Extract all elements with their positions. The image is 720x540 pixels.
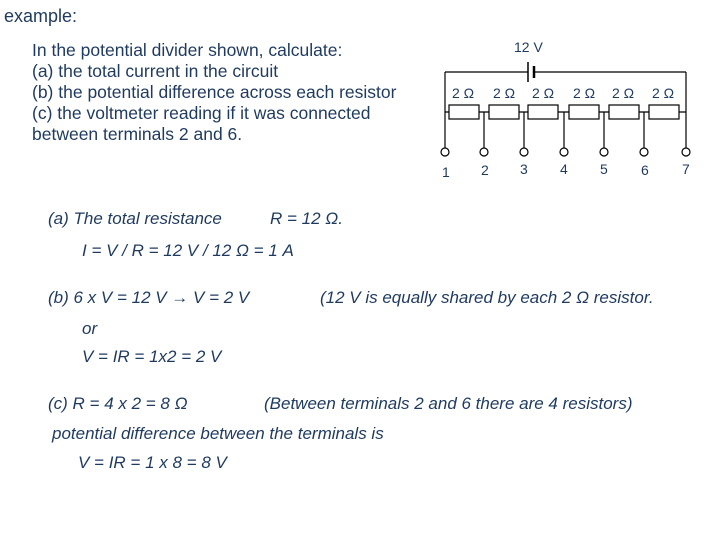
answer-c-result: V = IR = 1 x 8 = 8 V	[78, 453, 227, 472]
terminal-2	[480, 148, 488, 156]
resistor-6	[649, 105, 679, 119]
resistor-label: 2 Ω	[573, 85, 596, 101]
resistor-1	[449, 105, 479, 119]
resistor-label: 2 Ω	[452, 85, 475, 101]
answer-b-or: or	[82, 319, 98, 338]
terminal-label: 5	[600, 161, 608, 177]
terminal-3	[520, 148, 528, 156]
resistor-2	[489, 105, 519, 119]
answer-b-equation: (b) 6 x V = 12 V → V = 2 V	[48, 288, 250, 307]
answer-c-equation: (c) R = 4 x 2 = 8 Ω	[48, 394, 188, 413]
answer-b-alternative: V = IR = 1x2 = 2 V	[82, 347, 222, 366]
question-line: (a) the total current in the circuit	[32, 61, 279, 81]
terminal-label: 2	[481, 162, 489, 178]
potential-divider-circuit	[0, 0, 720, 200]
terminal-label: 3	[520, 161, 528, 177]
question-line: between terminals 2 and 6.	[32, 124, 243, 144]
resistor-label: 2 Ω	[652, 85, 675, 101]
resistor-label: 2 Ω	[532, 85, 555, 101]
answer-c-note: (Between terminals 2 and 6 there are 4 resistors)	[264, 394, 633, 413]
answer-c-line2: potential difference between the terminals is	[52, 424, 384, 443]
terminal-4	[560, 148, 568, 156]
terminal-7	[682, 148, 690, 156]
terminal-label: 7	[682, 161, 690, 177]
answer-a-resistance: R = 12 Ω.	[270, 209, 343, 228]
answer-a-current: I = V / R = 12 V / 12 Ω = 1 A	[82, 241, 294, 260]
resistor-5	[609, 105, 639, 119]
answer-b-note: (12 V is equally shared by each 2 Ω resistor.	[320, 288, 654, 307]
terminal-label: 6	[641, 162, 649, 178]
example-heading: example:	[4, 6, 78, 26]
terminal-6	[640, 148, 648, 156]
battery-label: 12 V	[514, 39, 543, 55]
question-line: In the potential divider shown, calculate:	[32, 40, 343, 60]
terminal-label: 1	[442, 164, 450, 180]
terminal-1	[441, 148, 449, 156]
resistor-label: 2 Ω	[612, 85, 635, 101]
answer-a-label: (a) The total resistance	[48, 209, 222, 228]
terminal-label: 4	[560, 161, 568, 177]
resistor-4	[569, 105, 599, 119]
question-line: (c) the voltmeter reading if it was connected	[32, 103, 371, 123]
resistor-3	[528, 105, 558, 119]
question-line: (b) the potential difference across each resistor	[32, 82, 397, 102]
resistor-label: 2 Ω	[493, 85, 516, 101]
terminal-5	[600, 148, 608, 156]
